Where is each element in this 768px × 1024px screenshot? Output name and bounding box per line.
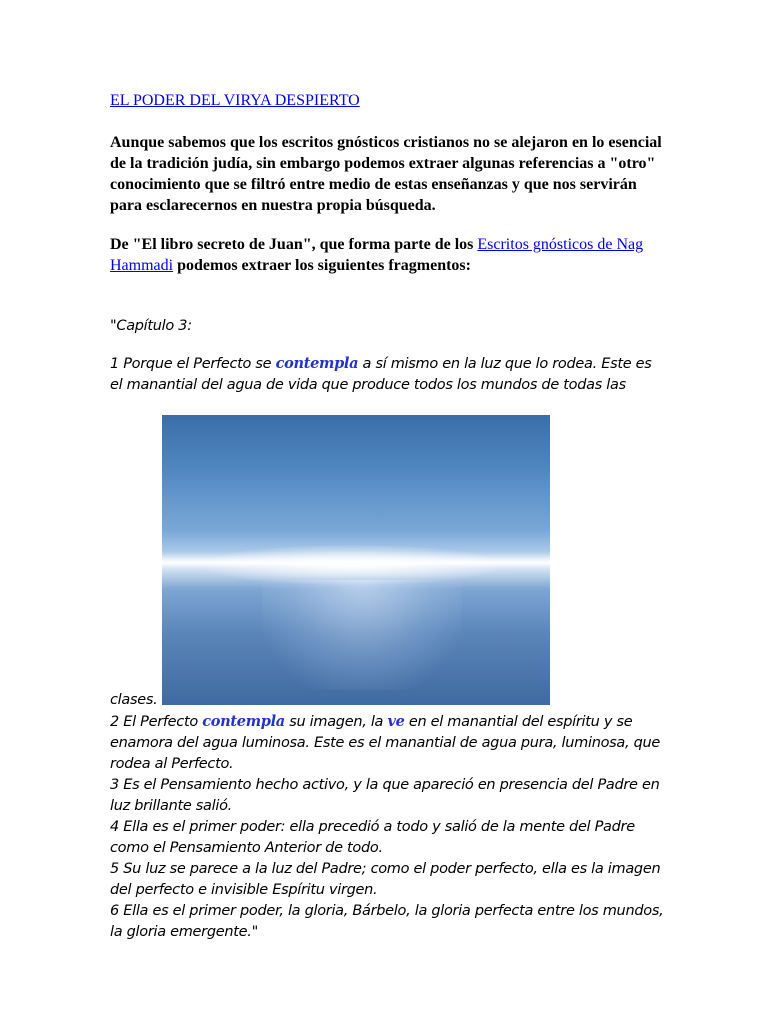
article: [110, 90, 665, 396]
source-text-before: De "El libro secreto de Juan", que forma parte de los: [110, 236, 478, 253]
verse-1: [110, 353, 665, 396]
verse-2: [110, 711, 670, 775]
keyword-contempla: contempla: [202, 713, 285, 730]
verse-2-text-a: 2 El Perfecto: [110, 714, 203, 730]
chapter-heading: "Capítulo 3:: [110, 318, 192, 334]
intro-paragraph: Aunque sabemos que los escritos gnósticos cristianos no se alejaron en lo esencial de la tradición judía, sin embargo podemos extraer algunas referencias a "otro" conocimiento que se filtró entre medio de estas enseñanzas y que nos servirán para esclarecernos en nuestra propia búsqueda.: [110, 134, 662, 214]
sea-horizon-image: [162, 415, 550, 705]
verse-1-end: clases.: [110, 692, 158, 708]
sun-glare: [202, 545, 502, 585]
keyword-ve: ve: [387, 713, 405, 730]
verse-5: 5 Su luz se parece a la luz del Padre; como el poder perfecto, ella es la imagen del perfecto e invisible Espíritu virgen.: [110, 861, 661, 898]
verse-6: 6 Ella es el primer poder, la gloria, Bárbelo, la gloria perfecta entre los mundos, la gloria emergente.": [110, 903, 664, 940]
verse-2-text-b: su imagen, la: [284, 714, 388, 730]
source-paragraph: [110, 234, 665, 276]
keyword-contempla: contempla: [275, 355, 359, 372]
water-shimmer: [262, 580, 462, 690]
verse-1-text-a: 1 Porque el Perfecto se: [110, 356, 276, 372]
nag-hammadi-link[interactable]: Escritos gnósticos de Nag Hammadi: [110, 236, 644, 274]
verse-4: 4 Ella es el primer poder: ella precedió a todo y salió de la mente del Padre como el Pensamiento Anterior de todo.: [110, 819, 635, 856]
verse-3: 3 Es el Pensamiento hecho activo, y la que apareció en presencia del Padre en luz brillante salió.: [110, 777, 660, 814]
page-title-link[interactable]: EL PODER DEL VIRYA DESPIERTO: [110, 92, 360, 109]
verse-2-text-c: en el manantial del espíritu y se enamora del agua luminosa. Este es el manantial de agua pura, luminosa, que rodea al Perfecto.: [110, 714, 661, 772]
verse-1-text-b: a sí mismo en la luz que lo rodea. Este es el manantial del agua de vida que produce todos los mundos de todas las: [110, 356, 652, 393]
verses-continued: [110, 690, 670, 943]
source-text-after: podemos extraer los siguientes fragmentos:: [173, 257, 471, 274]
